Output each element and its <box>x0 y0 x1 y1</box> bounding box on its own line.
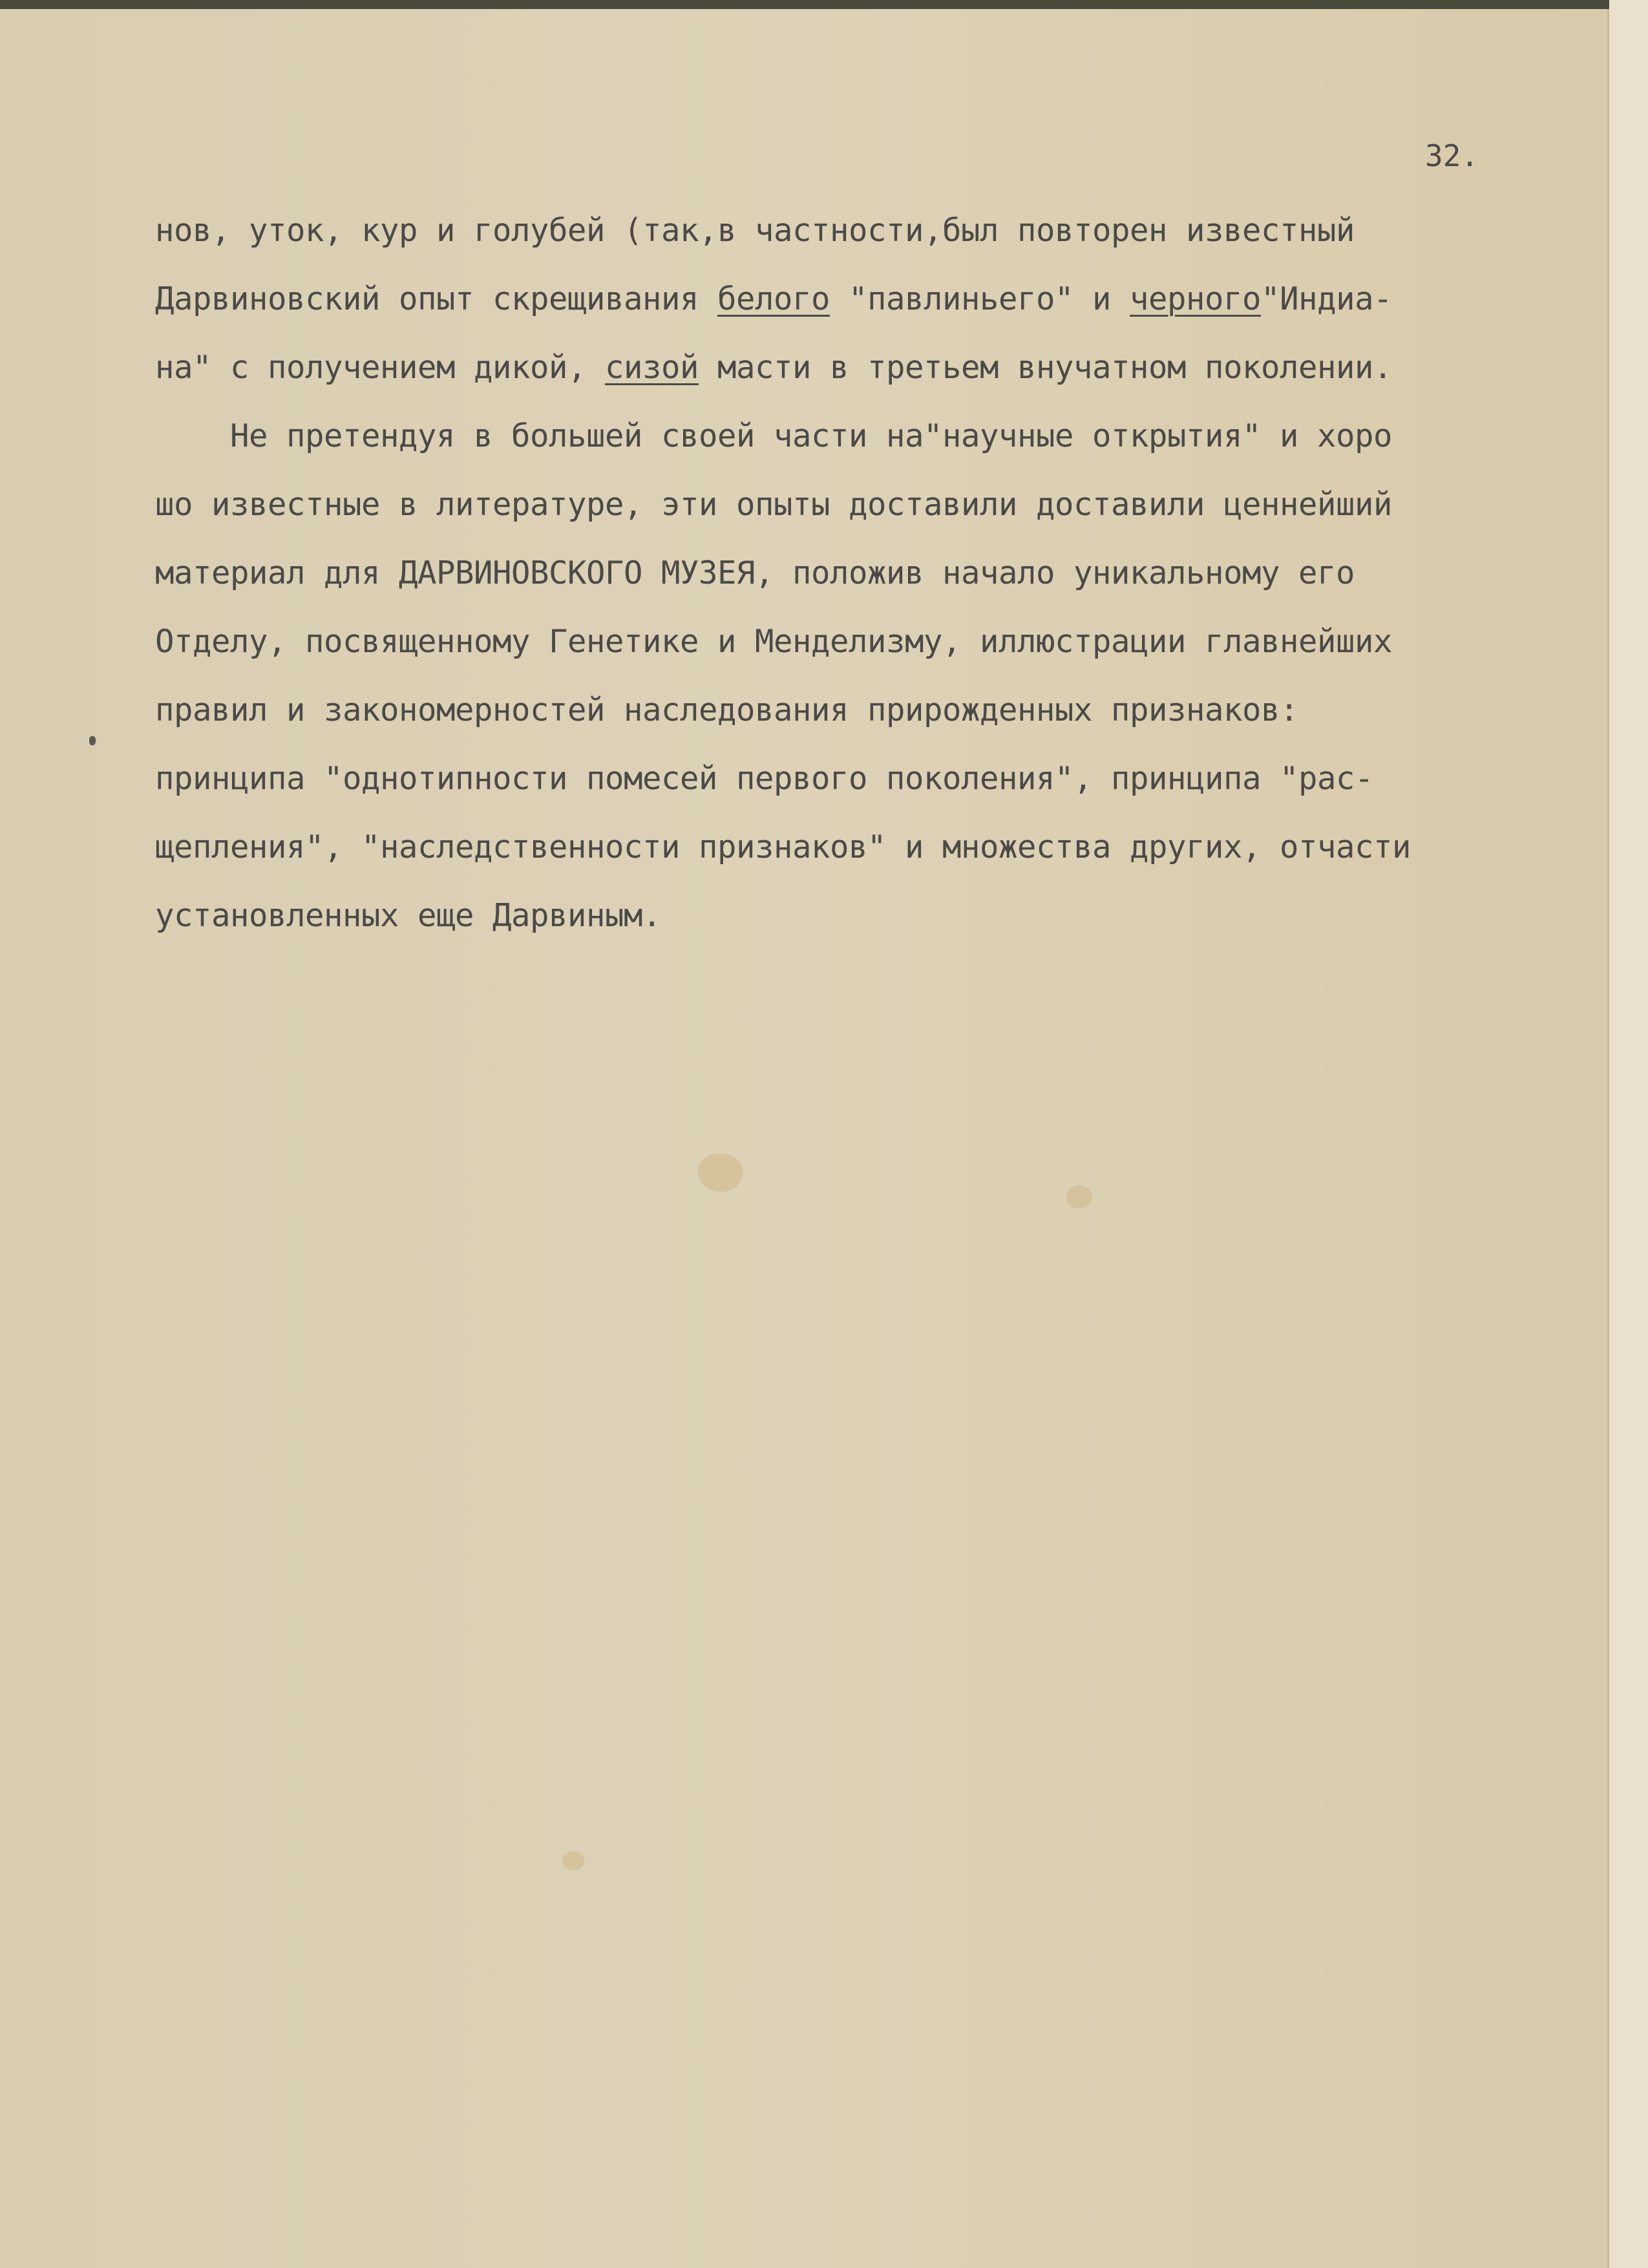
text-segment: на" с получением дикой, <box>155 349 606 386</box>
text-line-9: принципа "однотипности помесей первого поколения", принципа "рас- <box>155 760 1374 797</box>
underlined-word-grey: сизой <box>605 349 699 386</box>
paper-stain <box>1066 1185 1092 1209</box>
text-line-7: Отделу, посвященному Генетике и Менделизму, иллюстрации главнейших <box>155 623 1393 660</box>
document-body <box>155 196 1603 950</box>
text-segment: масти в третьем внучатном поколении. <box>699 349 1393 386</box>
text-line-11: установленных еще Дарвиным. <box>155 897 662 934</box>
text-line-4: Не претендуя в большей своей части на"научные открытия" и хоро <box>155 418 1393 454</box>
text-segment: Дарвиновский опыт скрещивания <box>155 281 718 317</box>
margin-ink-dot <box>89 736 96 745</box>
backing-board-right <box>1609 0 1648 2268</box>
text-line-2 <box>155 265 1603 334</box>
text-line-8: правил и закономерностей наследования прирожденных признаков: <box>155 692 1299 728</box>
underlined-word-black: черного <box>1130 281 1262 317</box>
text-line-10: щепления", "наследственности признаков" и множества других, отчасти <box>155 829 1411 865</box>
underlined-word-white: белого <box>717 281 830 317</box>
text-line-6: материал для ДАРВИНОВСКОГО МУЗЕЯ, положив начало уникальному его <box>155 555 1355 591</box>
typewritten-page <box>0 9 1609 2268</box>
text-segment: "павлиньего" и <box>830 281 1130 317</box>
page-number: 32. <box>1425 138 1479 173</box>
text-segment: "Индиа- <box>1261 281 1393 317</box>
text-line-5: шо известные в литературе, эти опыты доставили доставили ценнейший <box>155 486 1393 523</box>
text-line-1: нов, уток, кур и голубей (так,в частности,был повторен известный <box>155 212 1355 249</box>
text-line-3 <box>155 334 1603 402</box>
paper-stain <box>562 1851 584 1871</box>
paper-stain <box>698 1153 743 1192</box>
